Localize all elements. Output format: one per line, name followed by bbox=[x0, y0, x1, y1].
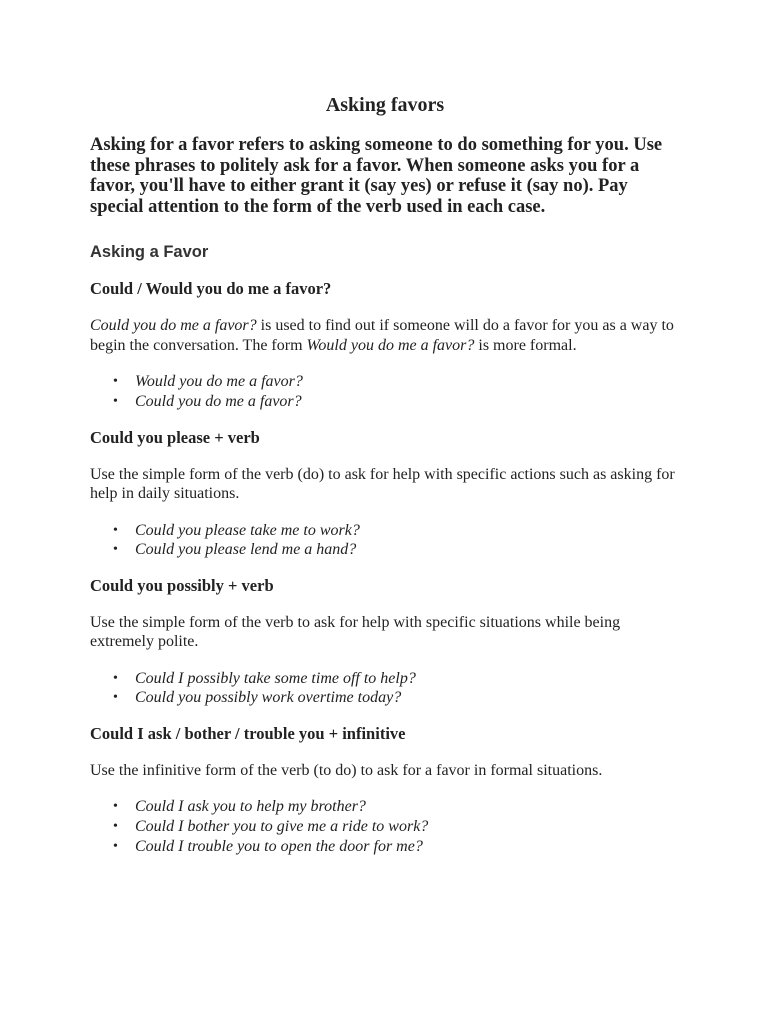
example-list bbox=[90, 797, 680, 856]
list-item bbox=[113, 372, 680, 392]
subsection-heading: Could I ask / bother / trouble you + infinitive bbox=[90, 723, 406, 743]
list-item bbox=[113, 688, 680, 708]
example-list bbox=[90, 372, 680, 411]
example-text: Could you please take me to work? bbox=[135, 521, 360, 539]
paragraph-text: is more formal. bbox=[474, 336, 577, 354]
section-heading: Asking a Favor bbox=[90, 243, 209, 262]
bullet-icon: • bbox=[113, 838, 118, 854]
list-item bbox=[113, 540, 680, 560]
list-item bbox=[113, 521, 680, 541]
subsection-heading: Could / Would you do me a favor? bbox=[90, 279, 332, 299]
bullet-icon: • bbox=[113, 522, 118, 538]
list-item bbox=[113, 837, 680, 857]
intro-paragraph: Asking for a favor refers to asking someone to do something for you. Use these phrases to politely ask for a favor. When someone asks you for a favor, you'll have to either grant it (say yes) or refuse it (say no). Pay special attention to the form of the verb used in each case. bbox=[90, 135, 663, 217]
example-text: Could I ask you to help my brother? bbox=[135, 798, 366, 816]
example-text: Could you do me a favor? bbox=[135, 392, 302, 410]
subsection-heading: Could you please + verb bbox=[90, 427, 260, 447]
example-text: Could I possibly take some time off to help? bbox=[135, 669, 416, 687]
example-phrase: Would you do me a favor? bbox=[306, 336, 475, 354]
example-list bbox=[90, 669, 680, 708]
list-item bbox=[113, 797, 680, 817]
example-text: Would you do me a favor? bbox=[135, 373, 303, 391]
subsection-paragraph: Use the simple form of the verb (do) to ask for help with specific actions such as asking for help in daily situations. bbox=[90, 465, 675, 503]
example-text: Could I trouble you to open the door for me? bbox=[135, 837, 423, 855]
bullet-icon: • bbox=[113, 374, 118, 390]
page-title: Asking favors bbox=[325, 94, 445, 116]
subsection-paragraph: Use the infinitive form of the verb (to do) to ask for a favor in formal situations. bbox=[90, 761, 603, 779]
example-phrase: Could you do me a favor? bbox=[90, 317, 257, 335]
bullet-icon: • bbox=[113, 542, 118, 558]
list-item bbox=[113, 817, 680, 837]
example-text: Could you please lend me a hand? bbox=[135, 541, 357, 559]
bullet-icon: • bbox=[113, 799, 118, 815]
subsection-paragraph bbox=[90, 316, 680, 355]
bullet-icon: • bbox=[113, 670, 118, 686]
example-text: Could you possibly work overtime today? bbox=[135, 689, 402, 707]
subsection-heading: Could you possibly + verb bbox=[90, 575, 274, 595]
document-page bbox=[90, 0, 680, 856]
paragraph-text: is used to find out if someone will do a favor for you as a way to begin the conversation. The form bbox=[90, 317, 674, 354]
list-item bbox=[113, 392, 680, 412]
bullet-icon: • bbox=[113, 819, 118, 835]
example-list bbox=[90, 521, 680, 560]
bullet-icon: • bbox=[113, 690, 118, 706]
bullet-icon: • bbox=[113, 393, 118, 409]
list-item bbox=[113, 669, 680, 689]
subsection-paragraph: Use the simple form of the verb to ask for help with specific situations while being extremely polite. bbox=[90, 613, 621, 651]
example-text: Could I bother you to give me a ride to work? bbox=[135, 818, 429, 836]
